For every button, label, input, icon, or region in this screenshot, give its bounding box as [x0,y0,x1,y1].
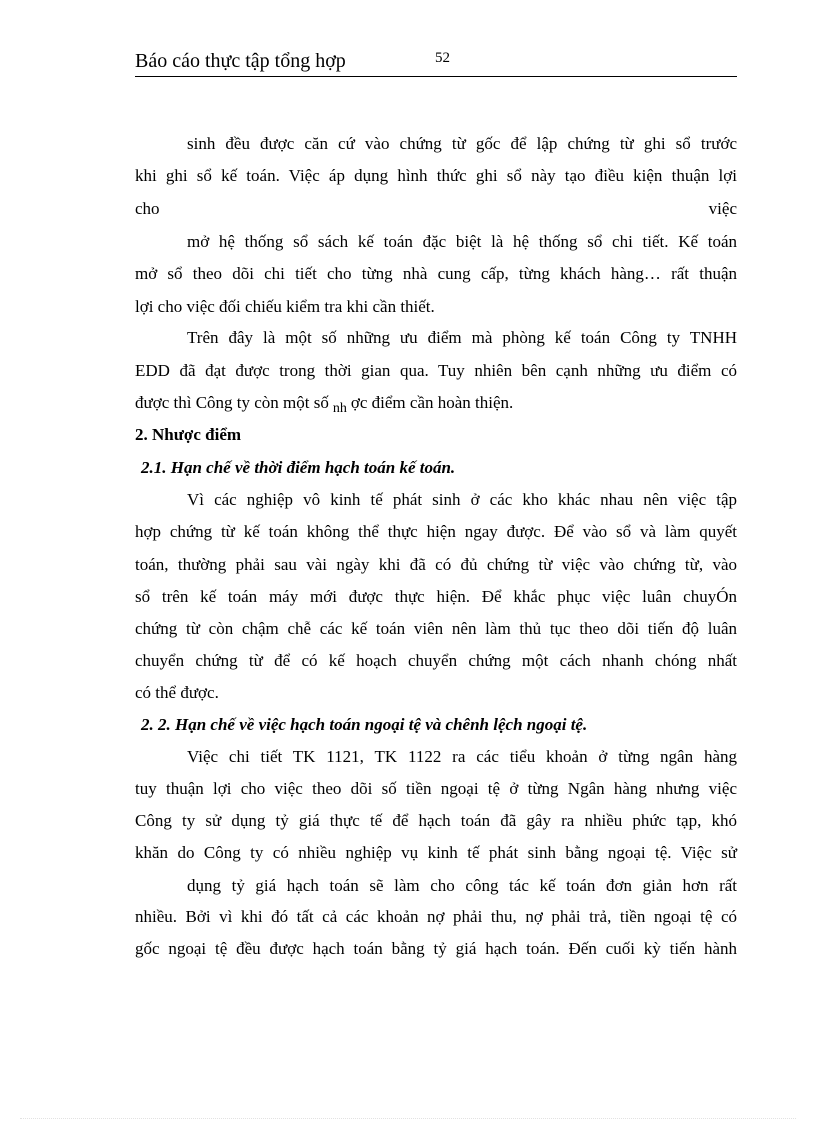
subsection-heading: 2.1. Hạn chế về thời điểm hạch toán kế toán. [141,458,456,477]
text-line: Trên đây là một số những ưu điểm mà phòng kế toán Công ty TNHH [187,328,737,347]
text-line: khăn do Công ty có nhiều nghiệp vụ kinh tế phát sinh bằng ngoại tệ. Việc sử [135,843,737,862]
text-fragment: việc [708,199,737,218]
page-header [135,46,737,77]
text-line: EDD đã đạt được trong thời gian qua. Tuy nhiên bên cạnh những ưu điểm có [135,361,737,380]
text-line: Vì các nghiệp vô kinh tế phát sinh ở các kho khác nhau nên việc tập [187,490,737,509]
text-fragment: nh [332,401,347,416]
text-line: dụng tỷ giá hạch toán sẽ làm cho công tác kế toán đơn giản hơn rất [187,876,737,895]
page-bottom-border [20,1118,796,1119]
text-line: tuy thuận lợi cho việc theo dõi số tiền ngoại tệ ở từng Ngân hàng nhưng việc [135,779,737,798]
section-heading: 2. Nhược điểm [135,425,242,444]
text-line: mở sổ theo dõi chi tiết cho từng nhà cung cấp, từng khách hàng… rất thuận [135,264,737,283]
text-fragment: được thì Công ty còn một số [135,393,329,412]
text-line [135,392,737,416]
text-line: chứng từ còn chậm chễ các kế toán viên nên làm thủ tục theo dõi tiến độ luân [135,619,737,638]
text-line: có thể được. [135,683,219,702]
text-line: sổ trên kế toán máy mới được thực hiện. Để khắc phục việc luân chuyÓn [135,587,737,606]
subsection-heading: 2. 2. Hạn chế về việc hạch toán ngoại tệ và chênh lệch ngoại tệ. [141,715,588,734]
text-line: nhiều. Bởi vì khi đó tất cả các khoản nợ phải thu, nợ phải trả, tiền ngoại tệ có [135,907,737,926]
text-line: Việc chi tiết TK 1121, TK 1122 ra các tiểu khoản ở từng ngân hàng [187,747,737,766]
page-number: 52 [435,50,450,66]
text-line [135,198,737,220]
text-fragment: ợc điểm cần hoàn thiện. [350,393,514,412]
text-line: lợi cho việc đối chiếu kiểm tra khi cần thiết. [135,297,435,316]
text-line: chuyển chứng từ để có kế hoạch chuyển chứng một cách nhanh chóng nhất [135,651,737,670]
text-fragment: cho [135,199,160,218]
text-line: Công ty sử dụng tỷ giá thực tế để hạch toán đã gây ra nhiều phức tạp, khó [135,811,737,830]
text-line: mở hệ thống sổ sách kế toán đặc biệt là hệ thống sổ chi tiết. Kế toán [187,232,737,251]
header-title: Báo cáo thực tập tổng hợp [135,50,346,72]
text-line: hợp chứng từ kế toán không thể thực hiện ngay được. Để vào sổ và làm quyết [135,522,737,541]
text-line: toán, thường phải sau vài ngày khi đã có đủ chứng từ việc vào chứng từ, vào [135,555,737,574]
text-line: khi ghi sổ kế toán. Việc áp dụng hình thức ghi sổ này tạo điều kiện thuận lợi [135,166,737,185]
text-line: gốc ngoại tệ đều được hạch toán bằng tỷ giá hạch toán. Đến cuối kỳ tiến hành [135,939,737,958]
text-line: sinh đều được căn cứ vào chứng từ gốc để lập chứng từ ghi sổ trước [187,134,737,153]
